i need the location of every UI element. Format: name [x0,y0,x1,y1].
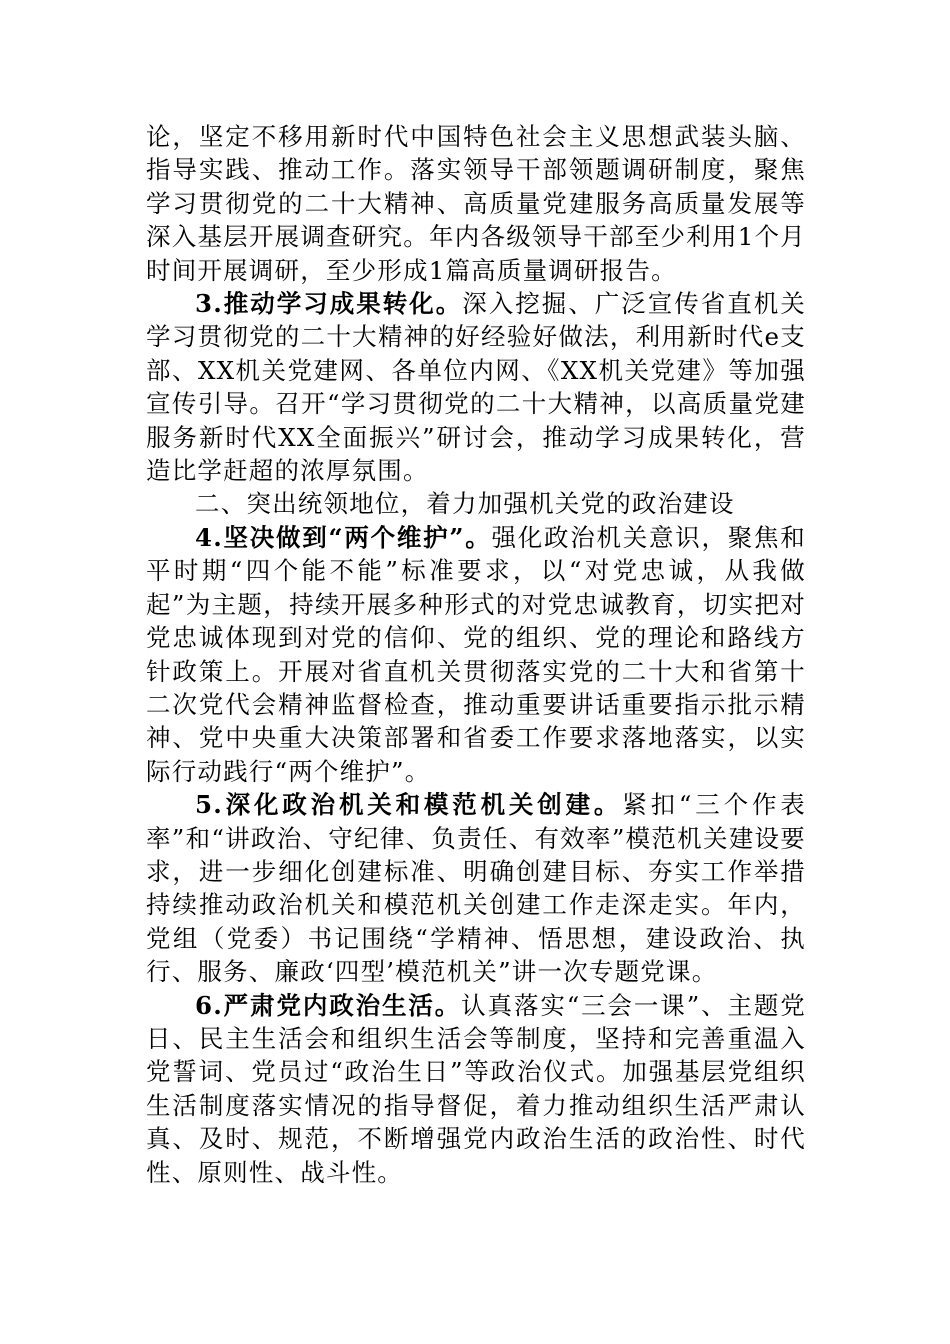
item-3-lead: 3.推动学习成果转化。 [195,289,463,319]
paragraph-item-6 [146,989,806,1189]
item-4-lead: 4.坚决做到“两个维护”。 [195,522,492,552]
item-5-lead: 5.深化政治机关和模范机关创建。 [195,790,623,820]
item-6-lead: 6.严肃党内政治生活。 [195,990,462,1020]
paragraph-continuation [146,120,806,287]
item-3-text: 深入挖掘、广泛宣传省直机关学习贯彻党的二十大精神的好经验好做法，利用新时代e支部、XX机关党建网、各单位内网、《XX机关党建》等加强宣传引导。召开“学习贯彻党的二十大精神，以高质量党建服务新时代XX全面振兴”研讨会，推动学习成果转化，营造比学赶超的浓厚氛围。 [146,289,806,486]
section-heading: 二、突出统领地位，着力加强机关党的政治建设 [195,489,735,519]
paragraph-item-4 [146,521,806,788]
item-6-text: 认真落实“三会一课”、主题党日、民主生活会和组织生活会等制度，坚持和完善重温入党誓词、党员过“政治生日”等政治仪式。加强基层党组织生活制度落实情况的指导督促，着力推动组织生活严肃认真、及时、规范，不断增强党内政治生活的政治性、时代性、原则性、战斗性。 [146,990,806,1187]
paragraph-item-5 [146,788,806,988]
item-4-text: 强化政治机关意识，聚焦和平时期“四个能不能”标准要求，以“对党忠诚，从我做起”为主题，持续开展多种形式的对党忠诚教育，切实把对党忠诚体现到对党的信仰、党的组织、党的理论和路线方针政策上。开展对省直机关贯彻落实党的二十大和省第十二次党代会精神监督检查，推动重要讲话重要指示批示精神、党中央重大决策部署和省委工作要求落地落实，以实际行动践行“两个维护”。 [146,522,806,786]
paragraph-item-3 [146,287,806,487]
item-5-text: 紧扣“三个作表率”和“讲政治、守纪律、负责任、有效率”模范机关建设要求，进一步细化创建标准、明确创建目标、夯实工作举措持续推动政治机关和模范机关创建工作走深走实。年内，党组（党委）书记围绕“学精神、悟思想，建设政治、执行、服务、廉政‘四型’模范机关”讲一次专题党课。 [146,790,806,987]
document-page [146,120,806,1189]
paragraph-text: 论，坚定不移用新时代中国特色社会主义思想武装头脑、指导实践、推动工作。落实领导干部领题调研制度，聚焦学习贯彻党的二十大精神、高质量党建服务高质量发展等深入基层开展调查研究。年内各级领导干部至少利用1个月时间开展调研，至少形成1篇高质量调研报告。 [146,122,806,285]
